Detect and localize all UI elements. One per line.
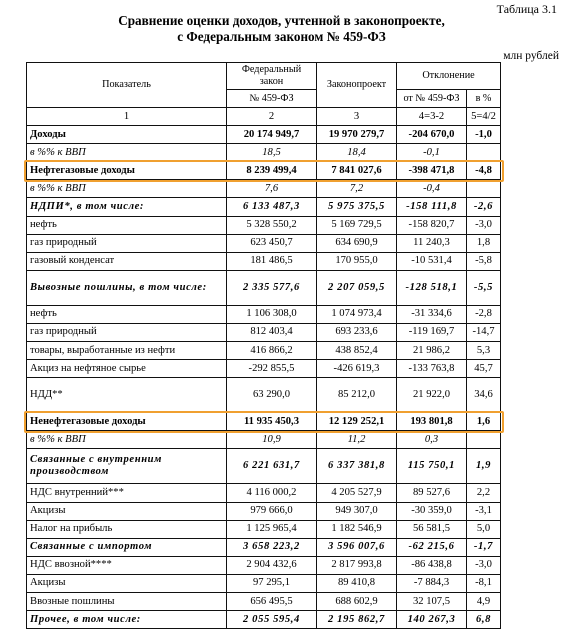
row-value: 4,9 xyxy=(467,592,501,610)
row-value: -2,6 xyxy=(467,198,501,216)
table-row xyxy=(27,556,501,574)
row-value: 688 602,9 xyxy=(317,592,397,610)
row-value: 193 801,8 xyxy=(397,413,467,431)
table-row xyxy=(27,574,501,592)
highlighted-row xyxy=(27,413,501,431)
row-value: 115 750,1 xyxy=(397,449,467,484)
table-row xyxy=(27,484,501,502)
table-row xyxy=(27,323,501,341)
table-row xyxy=(27,180,501,198)
row-value: 6 221 631,7 xyxy=(227,449,317,484)
row-label: Прочее, в том числе: xyxy=(27,611,227,629)
row-value: 2 335 577,6 xyxy=(227,270,317,305)
header-deviation-from: от № 459-ФЗ xyxy=(397,90,467,108)
row-value: 2 055 595,4 xyxy=(227,611,317,629)
row-label: Нефтегазовые доходы xyxy=(27,162,227,180)
row-value: 1,8 xyxy=(467,234,501,252)
row-label: нефть xyxy=(27,305,227,323)
row-value: -119 169,7 xyxy=(397,323,467,341)
column-number: 4=3-2 xyxy=(397,108,467,126)
row-value: 1 182 546,9 xyxy=(317,520,397,538)
row-value: 8 239 499,4 xyxy=(227,162,317,180)
row-label: Ненефтегазовые доходы xyxy=(27,413,227,431)
row-value: 2 817 993,8 xyxy=(317,556,397,574)
row-value: 438 852,4 xyxy=(317,342,397,360)
title-line-1: Сравнение оценки доходов, учтенной в законопроекте, xyxy=(118,13,445,28)
row-value: 1,6 xyxy=(467,413,501,431)
row-value: 10,9 xyxy=(227,431,317,449)
table-row xyxy=(27,252,501,270)
header-federal-law: Федеральный закон xyxy=(227,63,317,90)
row-label: газовый конденсат xyxy=(27,252,227,270)
row-value: -31 334,6 xyxy=(397,305,467,323)
row-label: в %% к ВВП xyxy=(27,180,227,198)
table-row xyxy=(27,270,501,305)
row-label: Вывозные пошлины, в том числе: xyxy=(27,270,227,305)
row-value: 2 195 862,7 xyxy=(317,611,397,629)
row-value: 5 975 375,5 xyxy=(317,198,397,216)
row-value: -10 531,4 xyxy=(397,252,467,270)
row-value: 812 403,4 xyxy=(227,323,317,341)
row-value: 11 935 450,3 xyxy=(227,413,317,431)
row-value: 2 207 059,5 xyxy=(317,270,397,305)
row-value: 18,4 xyxy=(317,144,397,162)
table-row xyxy=(27,216,501,234)
row-value: 21 986,2 xyxy=(397,342,467,360)
table-row xyxy=(27,592,501,610)
row-value: 7 841 027,6 xyxy=(317,162,397,180)
row-value: -7 884,3 xyxy=(397,574,467,592)
row-value: -3,0 xyxy=(467,216,501,234)
row-value: 623 450,7 xyxy=(227,234,317,252)
row-value: 5,3 xyxy=(467,342,501,360)
row-value: 693 233,6 xyxy=(317,323,397,341)
row-value: -5,5 xyxy=(467,270,501,305)
table-row xyxy=(27,305,501,323)
table-row xyxy=(27,126,501,144)
row-label: товары, выработанные из нефти xyxy=(27,342,227,360)
row-value: 34,6 xyxy=(467,378,501,413)
row-value: -14,7 xyxy=(467,323,501,341)
row-value: 32 107,5 xyxy=(397,592,467,610)
row-value: -128 518,1 xyxy=(397,270,467,305)
revenue-comparison-table xyxy=(26,62,501,629)
table-row xyxy=(27,198,501,216)
row-value: 2 904 432,6 xyxy=(227,556,317,574)
row-value: 979 666,0 xyxy=(227,502,317,520)
units-label: млн рублей xyxy=(503,50,559,62)
row-label: НДС внутренний*** xyxy=(27,484,227,502)
row-value: 56 581,5 xyxy=(397,520,467,538)
row-value: 11,2 xyxy=(317,431,397,449)
row-value: 6 337 381,8 xyxy=(317,449,397,484)
row-label: газ природный xyxy=(27,234,227,252)
row-value: -1,7 xyxy=(467,538,501,556)
row-value: 416 866,2 xyxy=(227,342,317,360)
row-label: Акцизы xyxy=(27,574,227,592)
row-value xyxy=(467,431,501,449)
table-row xyxy=(27,234,501,252)
row-label: Связанные с внутренним производством xyxy=(27,449,227,484)
column-number: 2 xyxy=(227,108,317,126)
row-value: 6 133 487,3 xyxy=(227,198,317,216)
header-federal-law-no: № 459-ФЗ xyxy=(227,90,317,108)
row-value: 4 205 527,9 xyxy=(317,484,397,502)
row-label: Доходы xyxy=(27,126,227,144)
row-label: Акцизы xyxy=(27,502,227,520)
row-value: 1,9 xyxy=(467,449,501,484)
row-value: 63 290,0 xyxy=(227,378,317,413)
row-value: -2,8 xyxy=(467,305,501,323)
row-value: 45,7 xyxy=(467,360,501,378)
row-value: 181 486,5 xyxy=(227,252,317,270)
row-label: в %% к ВВП xyxy=(27,144,227,162)
row-value: 0,3 xyxy=(397,431,467,449)
table-row xyxy=(27,611,501,629)
column-number: 3 xyxy=(317,108,397,126)
row-value: 170 955,0 xyxy=(317,252,397,270)
highlighted-row xyxy=(27,162,501,180)
table-row xyxy=(27,502,501,520)
row-value: 3 658 223,2 xyxy=(227,538,317,556)
table-row xyxy=(27,538,501,556)
row-label: Связанные с импортом xyxy=(27,538,227,556)
row-value: -158 111,8 xyxy=(397,198,467,216)
row-value: -4,8 xyxy=(467,162,501,180)
row-value: -3,0 xyxy=(467,556,501,574)
row-label: НДД** xyxy=(27,378,227,413)
row-value: 1 074 973,4 xyxy=(317,305,397,323)
header-row xyxy=(27,63,501,90)
row-value: 85 212,0 xyxy=(317,378,397,413)
row-value: 89 410,8 xyxy=(317,574,397,592)
row-value: 89 527,6 xyxy=(397,484,467,502)
table-row xyxy=(27,449,501,484)
header-indicator: Показатель xyxy=(27,63,227,108)
row-label: в %% к ВВП xyxy=(27,431,227,449)
row-value: -0,1 xyxy=(397,144,467,162)
table-title xyxy=(0,13,563,45)
table-row xyxy=(27,144,501,162)
table-row xyxy=(27,378,501,413)
row-value: 21 922,0 xyxy=(397,378,467,413)
row-value: 20 174 949,7 xyxy=(227,126,317,144)
row-value: 19 970 279,7 xyxy=(317,126,397,144)
row-label: Ввозные пошлины xyxy=(27,592,227,610)
title-line-2: с Федеральным законом № 459-ФЗ xyxy=(177,29,386,44)
row-value: -158 820,7 xyxy=(397,216,467,234)
row-label: нефть xyxy=(27,216,227,234)
row-value xyxy=(467,144,501,162)
row-value: -133 763,8 xyxy=(397,360,467,378)
row-value: -426 619,3 xyxy=(317,360,397,378)
row-value: -204 670,0 xyxy=(397,126,467,144)
row-value: 18,5 xyxy=(227,144,317,162)
row-value xyxy=(467,180,501,198)
row-value: -398 471,8 xyxy=(397,162,467,180)
row-label: Налог на прибыль xyxy=(27,520,227,538)
row-value: 1 106 308,0 xyxy=(227,305,317,323)
row-value: 2,2 xyxy=(467,484,501,502)
column-number: 5=4/2 xyxy=(467,108,501,126)
row-value: 97 295,1 xyxy=(227,574,317,592)
header-deviation: Отклонение xyxy=(397,63,501,90)
table-row xyxy=(27,431,501,449)
column-number-row xyxy=(27,108,501,126)
table-row xyxy=(27,520,501,538)
row-value: 5,0 xyxy=(467,520,501,538)
table-row xyxy=(27,342,501,360)
row-value: -1,0 xyxy=(467,126,501,144)
row-value: 1 125 965,4 xyxy=(227,520,317,538)
row-value: 140 267,3 xyxy=(397,611,467,629)
row-value: 4 116 000,2 xyxy=(227,484,317,502)
row-value: 656 495,5 xyxy=(227,592,317,610)
row-label: газ природный xyxy=(27,323,227,341)
row-value: 11 240,3 xyxy=(397,234,467,252)
row-value: -8,1 xyxy=(467,574,501,592)
row-label: НДС ввозной**** xyxy=(27,556,227,574)
row-value: -62 215,6 xyxy=(397,538,467,556)
row-value: 5 169 729,5 xyxy=(317,216,397,234)
row-value: -3,1 xyxy=(467,502,501,520)
column-number: 1 xyxy=(27,108,227,126)
header-bill: Законопроект xyxy=(317,63,397,108)
row-value: 5 328 550,2 xyxy=(227,216,317,234)
row-value: -292 855,5 xyxy=(227,360,317,378)
row-value: 949 307,0 xyxy=(317,502,397,520)
table-number: Таблица 3.1 xyxy=(496,2,557,16)
row-value: 3 596 007,6 xyxy=(317,538,397,556)
row-label: НДПИ*, в том числе: xyxy=(27,198,227,216)
row-value: 12 129 252,1 xyxy=(317,413,397,431)
row-value: -30 359,0 xyxy=(397,502,467,520)
header-deviation-pct: в % xyxy=(467,90,501,108)
row-label: Акциз на нефтяное сырье xyxy=(27,360,227,378)
row-value: 7,6 xyxy=(227,180,317,198)
row-value: 634 690,9 xyxy=(317,234,397,252)
row-value: -5,8 xyxy=(467,252,501,270)
row-value: -0,4 xyxy=(397,180,467,198)
row-value: 7,2 xyxy=(317,180,397,198)
row-value: -86 438,8 xyxy=(397,556,467,574)
table-row xyxy=(27,360,501,378)
row-value: 6,8 xyxy=(467,611,501,629)
